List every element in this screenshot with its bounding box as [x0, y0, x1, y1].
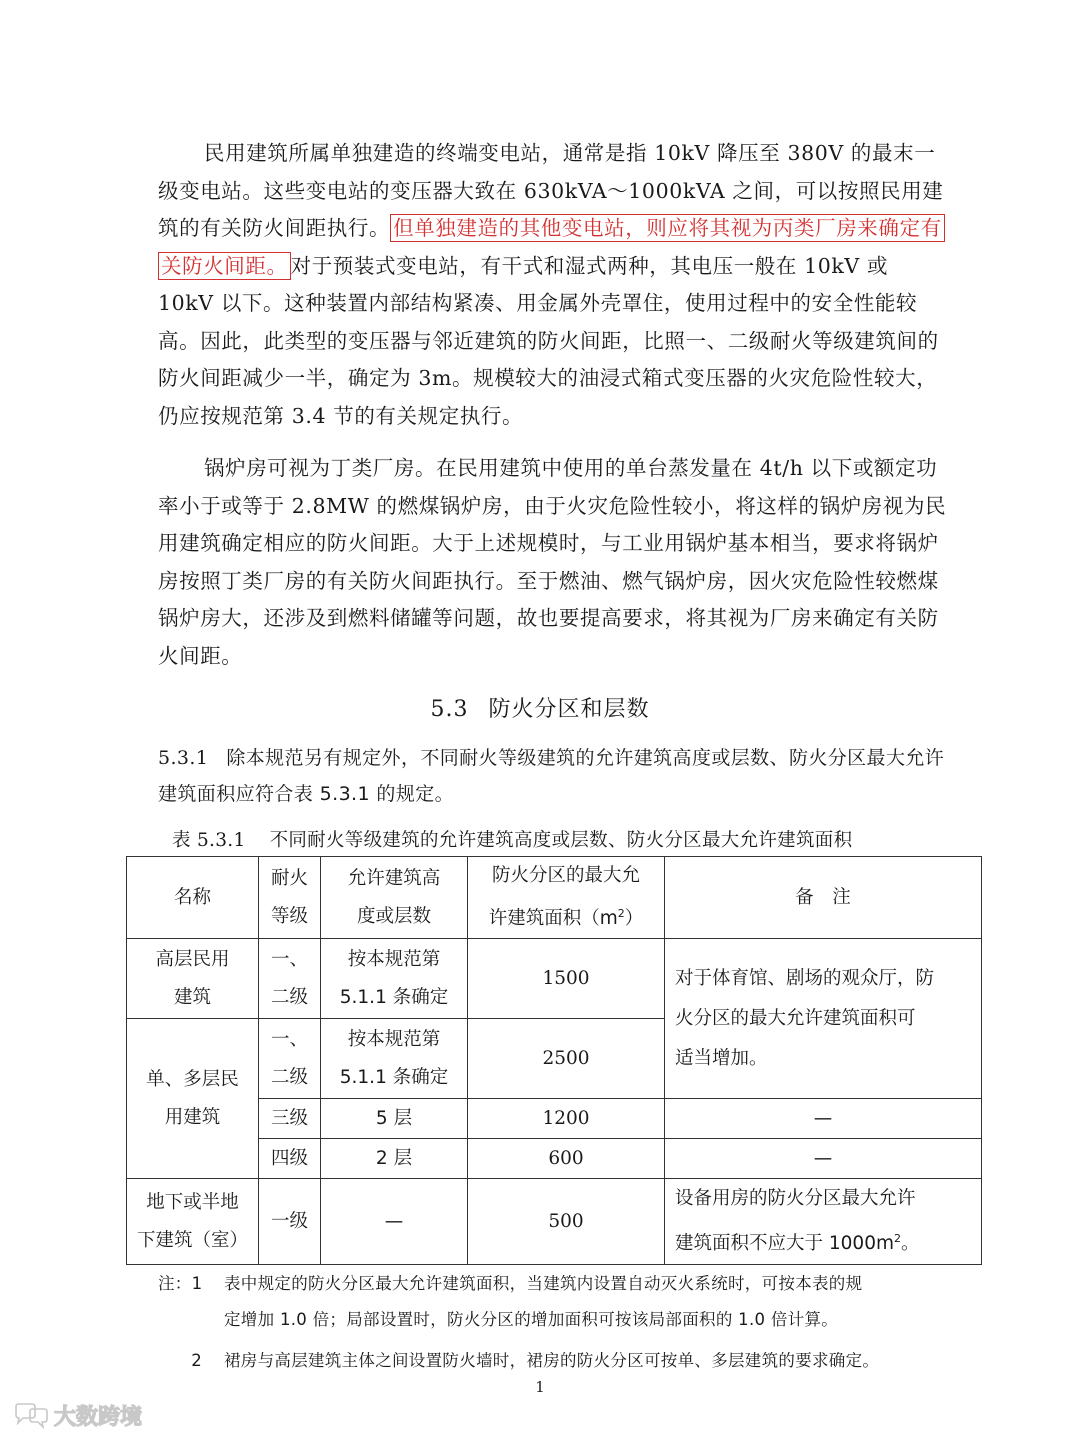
- paragraph-substation: [158, 135, 948, 435]
- table-caption: [172, 826, 972, 852]
- cell-area: 1200: [468, 1099, 665, 1139]
- header-remark: 备 注: [665, 857, 982, 939]
- cell-grade: 一级: [259, 1179, 321, 1265]
- highlighted-text: 但单独建造的其他变电站，则应将其视为丙类厂房来确定有关防火间距。: [158, 214, 945, 280]
- section-title: [0, 692, 1080, 723]
- header-name: 名称: [127, 857, 259, 939]
- paragraph-text: 民用建筑所属单独建造的终端变电站，通常是指 10kV 降压至 380V 的最末一级变电站。这些变电站的变压器大致在 630kVA～1000kVA 之间，可以按照民用建筑的有关防火间距执行。: [158, 141, 944, 240]
- table-note-1: [158, 1266, 968, 1338]
- cell-height: 按本规范第 5.1.1 条确定: [321, 1019, 468, 1099]
- note-label: 注：1: [158, 1274, 203, 1293]
- header-area: 防火分区的最大允 许建筑面积$(m^2)$: [468, 857, 665, 939]
- note-number: 2: [191, 1351, 202, 1370]
- table-number: 表 5.3.1: [172, 830, 246, 851]
- note-text: 裙房与高层建筑主体之间设置防火墙时，裙房的防火分区可按单、多层建筑的要求确定。: [224, 1351, 880, 1370]
- cell-height: 5 层: [321, 1099, 468, 1139]
- watermark-text: 大数跨境: [54, 1405, 143, 1430]
- cell-grade: 三级: [259, 1099, 321, 1139]
- cell-height: —: [321, 1179, 468, 1265]
- clause-5-3-1: [158, 740, 958, 812]
- cell-name: 地下或半地 下建筑（室）: [127, 1179, 259, 1265]
- clause-number: 5.3.1: [158, 747, 209, 769]
- cell-remark-shared: 对于体育馆、剧场的观众厅，防 火分区的最大允许建筑面积可 适当增加。: [665, 939, 982, 1099]
- table-row: [127, 1179, 982, 1265]
- table-header-row: [127, 857, 982, 939]
- cell-height: 按本规范第 5.1.1 条确定: [321, 939, 468, 1019]
- cell-remark: 设备用房的防火分区最大允许 建筑面积不应大于 $1000m^2$。: [665, 1179, 982, 1265]
- fire-zone-table: [126, 856, 982, 1265]
- cell-height: 2 层: [321, 1139, 468, 1179]
- chat-bubble-logo-icon: [10, 1402, 50, 1430]
- note-text: 表中规定的防火分区最大允许建筑面积，当建筑内设置自动灭火系统时，可按本表的规: [224, 1274, 863, 1293]
- table-title: 不同耐火等级建筑的允许建筑高度或层数、防火分区最大允许建筑面积: [269, 830, 853, 851]
- cell-area: 1500: [468, 939, 665, 1019]
- cell-area: 500: [468, 1179, 665, 1265]
- header-height: 允许建筑高 度或层数: [321, 857, 468, 939]
- paragraph-text: 对于预装式变电站，有干式和湿式两种，其电压一般在 10kV 或 10kV 以下。这种装置内部结构紧凑、用金属外壳罩住，使用过程中的安全性能较高。因此，此类型的变压器与邻近建筑的防火间距，比照一、二级耐火等级建筑间的防火间距减少一半，确定为 3m。规模较大的油浸式箱式变压器的火灾危险性较大，仍应按规范第 3.4 节的有关规定执行。: [158, 253, 939, 428]
- paragraph-boiler-room: [158, 450, 948, 675]
- cell-grade: 一、 二级: [259, 1019, 321, 1099]
- cell-area: 2500: [468, 1019, 665, 1099]
- table-note-2: [158, 1343, 968, 1379]
- watermark: [10, 1400, 142, 1431]
- cell-remark: —: [665, 1099, 982, 1139]
- cell-area: 600: [468, 1139, 665, 1179]
- section-number: 5.3: [430, 697, 469, 722]
- cell-name: 高层民用 建筑: [127, 939, 259, 1019]
- paragraph-text: 锅炉房可视为丁类厂房。在民用建筑中使用的单台蒸发量在 4t/h 以下或额定功率小于或等于 2.8MW 的燃煤锅炉房，由于火灾危险性较小，将这样的锅炉房视为民用建筑确定相应的防火间距。大于上述规模时，与工业用锅炉基本相当，要求将锅炉房按照丁类厂房的有关防火间距执行。至于燃油、燃气锅炉房，因火灾危险性较燃煤锅炉房大，还涉及到燃料储罐等问题，故也要提高要求，将其视为厂房来确定有关防火间距。: [158, 456, 947, 668]
- cell-grade: 一、 二级: [259, 939, 321, 1019]
- cell-remark: —: [665, 1139, 982, 1179]
- table-row: [127, 939, 982, 1019]
- clause-text: 除本规范另有规定外，不同耐火等级建筑的允许建筑高度或层数、防火分区最大允许建筑面积应符合表 5.3.1 的规定。: [158, 747, 945, 805]
- header-grade: 耐火 等级: [259, 857, 321, 939]
- note-text: 定增加 1.0 倍；局部设置时，防火分区的增加面积可按该局部面积的 1.0 倍计算。: [224, 1310, 839, 1329]
- page-number: 1: [535, 1378, 545, 1396]
- cell-name: 单、多层民 用建筑: [127, 1019, 259, 1179]
- section-heading: 防火分区和层数: [488, 697, 650, 722]
- cell-grade: 四级: [259, 1139, 321, 1179]
